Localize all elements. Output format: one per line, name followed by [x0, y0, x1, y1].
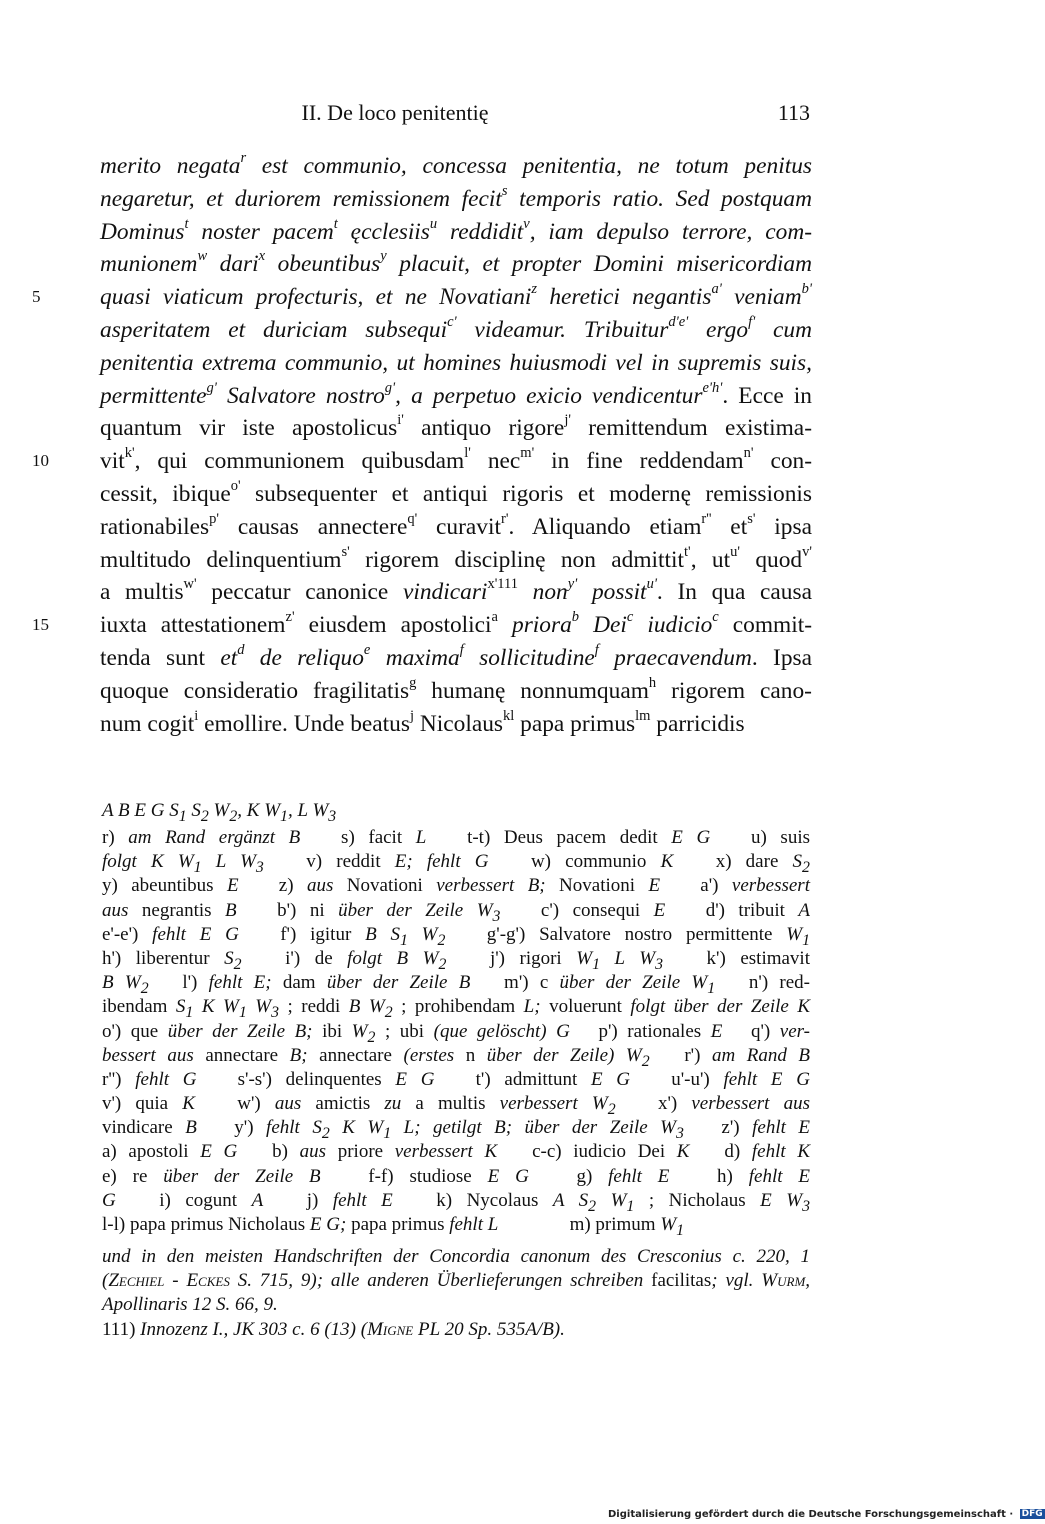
text-line	[100, 183, 812, 216]
line-text: munionem$^w$ dari$^x$ obeuntibus$^y$ placuit, et propter Domini misericordiam	[100, 248, 812, 278]
text-line	[100, 576, 812, 609]
line-text: a multis$^{w'}$ peccatur canonice vindicari$^{x'111}$ non$^{y'}$ possit$^{u'}$. In qua causa	[100, 576, 812, 606]
apparatus-line: r) am Rand ergänzt B s) facit L t-t) Deus pacem dedit E G u) suis	[102, 827, 810, 848]
note-line: Apollinaris 12 S. 66, 9.	[102, 1294, 278, 1316]
apparatus-line: aus negrantis B b') ni über der Zeile $W_3$ c') consequi E d') tribuit A	[102, 899, 810, 925]
text-line	[100, 642, 812, 675]
apparatus-line: a) apostoli E G b) aus priore verbessert K c-c) iudicio Dei K d) fehlt K	[102, 1141, 810, 1163]
line-text: cessit, ibique$^{o'}$ subsequenter et antiqui rigoris et modernę remissionis	[100, 478, 812, 507]
main-text	[32, 150, 813, 740]
running-title: II. De loco penitentię	[301, 100, 489, 125]
line-text: vit$^{k'}$, qui communionem quibusdam$^{l'}$ nec$^{m'}$ in fine reddendam$^{n'}$ con-	[100, 445, 812, 475]
text-line	[100, 478, 812, 511]
apparatus-line: h') liberentur $S_2$ i') de folgt B $W_2$ j') rigori $W_1$ L $W_3$ k') estimavit	[102, 947, 810, 973]
source-notes	[102, 1245, 810, 1342]
line-number: 5	[32, 287, 41, 307]
note-line: 111) Innozenz I., JK 303 c. 6 (13) (Migne PL 20 Sp. 535A/B).	[102, 1318, 565, 1340]
text-line	[100, 347, 812, 380]
apparatus-line: vindicare B y') fehlt $S_2$ K $W_1$ L; getilgt B; über der Zeile $W_3$ z') fehlt E	[102, 1117, 810, 1143]
line-text: negaretur, et duriorem remissionem fecit$^s$ temporis ratio. Sed postquam	[100, 182, 812, 212]
line-text: quasi viaticum profecturis, et ne Novatiani$^z$ heretici negantis$^{a'}$ veniam$^{b'}$	[100, 281, 812, 311]
apparatus-line: r'') fehlt G s'-s') delinquentes E G t') admittunt E G u'-u') fehlt E G	[102, 1068, 810, 1090]
line-text: merito negata$^r$ est communio, concessa penitentia, ne totum penitus	[100, 150, 812, 179]
line-text: penitentia extrema communio, ut homines huiusmodi vel in supremis suis,	[100, 349, 812, 376]
apparatus-line: v') quia K w') aus amictis zu a multis verbessert $W_2$ x') verbessert aus	[102, 1093, 810, 1118]
text-line	[100, 675, 812, 708]
apparatus-line: folgt K $W_1$ L $W_3$ v) reddit E; fehlt G w) communio K x) dare $S_2$	[102, 851, 810, 876]
line-text: quantum vir iste apostolicus$^{i'}$ antiquo rigore$^{j'}$ remittendum existima-	[100, 412, 812, 442]
page-number: 113	[777, 100, 810, 125]
text-line	[32, 609, 813, 642]
critical-apparatus	[102, 798, 810, 1237]
funding-text: Digitalisierung gefördert durch die Deutsche Forschungsgemeinschaft	[608, 1509, 1006, 1520]
line-number: 10	[32, 451, 49, 471]
text-line	[32, 445, 812, 478]
line-text: rationabiles$^{p'}$ causas annectere$^{q'}$ curavit$^{r'}$. Aliquando etiam$^{r''}$ $et^{s'}$ ipsa	[100, 510, 812, 540]
apparatus-entries	[102, 826, 810, 1237]
running-header	[100, 100, 810, 132]
funding-footer: Digitalisierung gefördert durch die Deutsche Forschungsgemeinschaft · DFG	[608, 1509, 1043, 1520]
line-text: iuxta attestationem$^{z'}$ eiusdem apostolici$^a$ priora$^b$ Dei$^c$ iudicio$^c$ commit-	[100, 609, 813, 639]
dfg-logo: DFG	[1021, 1509, 1043, 1519]
apparatus-line: B $W_2$ l') fehlt E; dam über der Zeile B m') c über der Zeile $W_1$ n') red-	[102, 972, 810, 997]
apparatus-line: e'-e') fehlt E G f') igitur B $S_1$ $W_2$ g'-g') Salvatore nostro permittente $W_1$	[102, 923, 810, 949]
text-line	[100, 511, 812, 544]
line-text: quoque consideratio fragilitatis$^g$ humanę nonnumquam$^h$ rigorem cano-	[100, 674, 812, 704]
apparatus-line: o') que über der Zeile B; ibi $W_2$ ; ubi (que gelöscht) G p') rationales E q') ver-	[102, 1020, 810, 1046]
text-line	[100, 150, 812, 183]
apparatus-line: G i) cogunt A j) fehlt E k) Nycolaus A $S_2$ $W_1$ ; Nicholaus E $W_3$	[102, 1189, 811, 1215]
apparatus-line: e) re über der Zeile B f-f) studiose E G g) fehlt E h) fehlt E	[102, 1165, 810, 1187]
note-line: (Zechiel - Eckes S. 715, 9); alle anderen Überlieferungen schreiben facilitas; vgl. Wurm,	[102, 1270, 811, 1292]
line-text: asperitatem et duriciam subsequi$^{c'}$ videamur. Tribuitur$^{d'e'}$ ergo$^{f'}$ cum	[100, 314, 812, 343]
text-line	[32, 281, 812, 314]
text-line	[100, 708, 812, 741]
apparatus-line: y) abeuntibus E z) aus Novationi verbessert B; Novationi E a') verbessert	[102, 875, 810, 897]
text-line	[100, 248, 812, 281]
apparatus-sigla: A B E G $S_1$ $S_2$ $W_2$, K $W_1$, L $W_3$	[102, 800, 337, 825]
line-text: permittente$^{g'}$ Salvatore nostro$^{g'}$, a perpetuo exicio vendicentur$^{e'h'}$. Ecce in	[100, 379, 813, 409]
note-line: und in den meisten Handschriften der Concordia canonum des Cresconius c. 220, 1	[102, 1246, 810, 1267]
apparatus-line: l-l) papa primus Nicholaus E G; papa primus fehlt L m) primum $W_1$	[102, 1214, 685, 1239]
line-number: 15	[32, 615, 49, 635]
line-text: tenda sunt $et^d$ de reliquo$^e$ maxima$^f$ sollicitudine$^f$ praecavendum. Ipsa	[100, 641, 812, 671]
text-line	[100, 380, 812, 413]
text-line	[100, 412, 812, 445]
text-line	[100, 314, 812, 347]
line-text: num cogit$^i$ emollire. Unde beatus$^j$ Nicolaus$^{kl}$ papa primus$^{lm}$ parricidis	[100, 707, 745, 737]
line-text: Dominus$^t$ noster pacem$^t$ ęcclesiis$^u$ reddidit$^v$, iam depulso terrore, com-	[100, 215, 813, 245]
apparatus-line: ibendam $S_1$ K $W_1$ $W_3$ ; reddi B $W_2$ ; prohibendam L; voluerunt folgt über der Zeile K	[102, 996, 811, 1022]
line-text: multitudo delinquentium$^{s'}$ rigorem disciplinę non admittit$^{t'}$, $ut^{u'}$ quod$^{v'}$	[100, 543, 812, 573]
text-line	[100, 544, 812, 577]
apparatus-line: bessert aus annectare B; annectare (erstes n über der Zeile) $W_2$ r') am Rand B	[102, 1044, 810, 1070]
text-line	[100, 216, 812, 249]
